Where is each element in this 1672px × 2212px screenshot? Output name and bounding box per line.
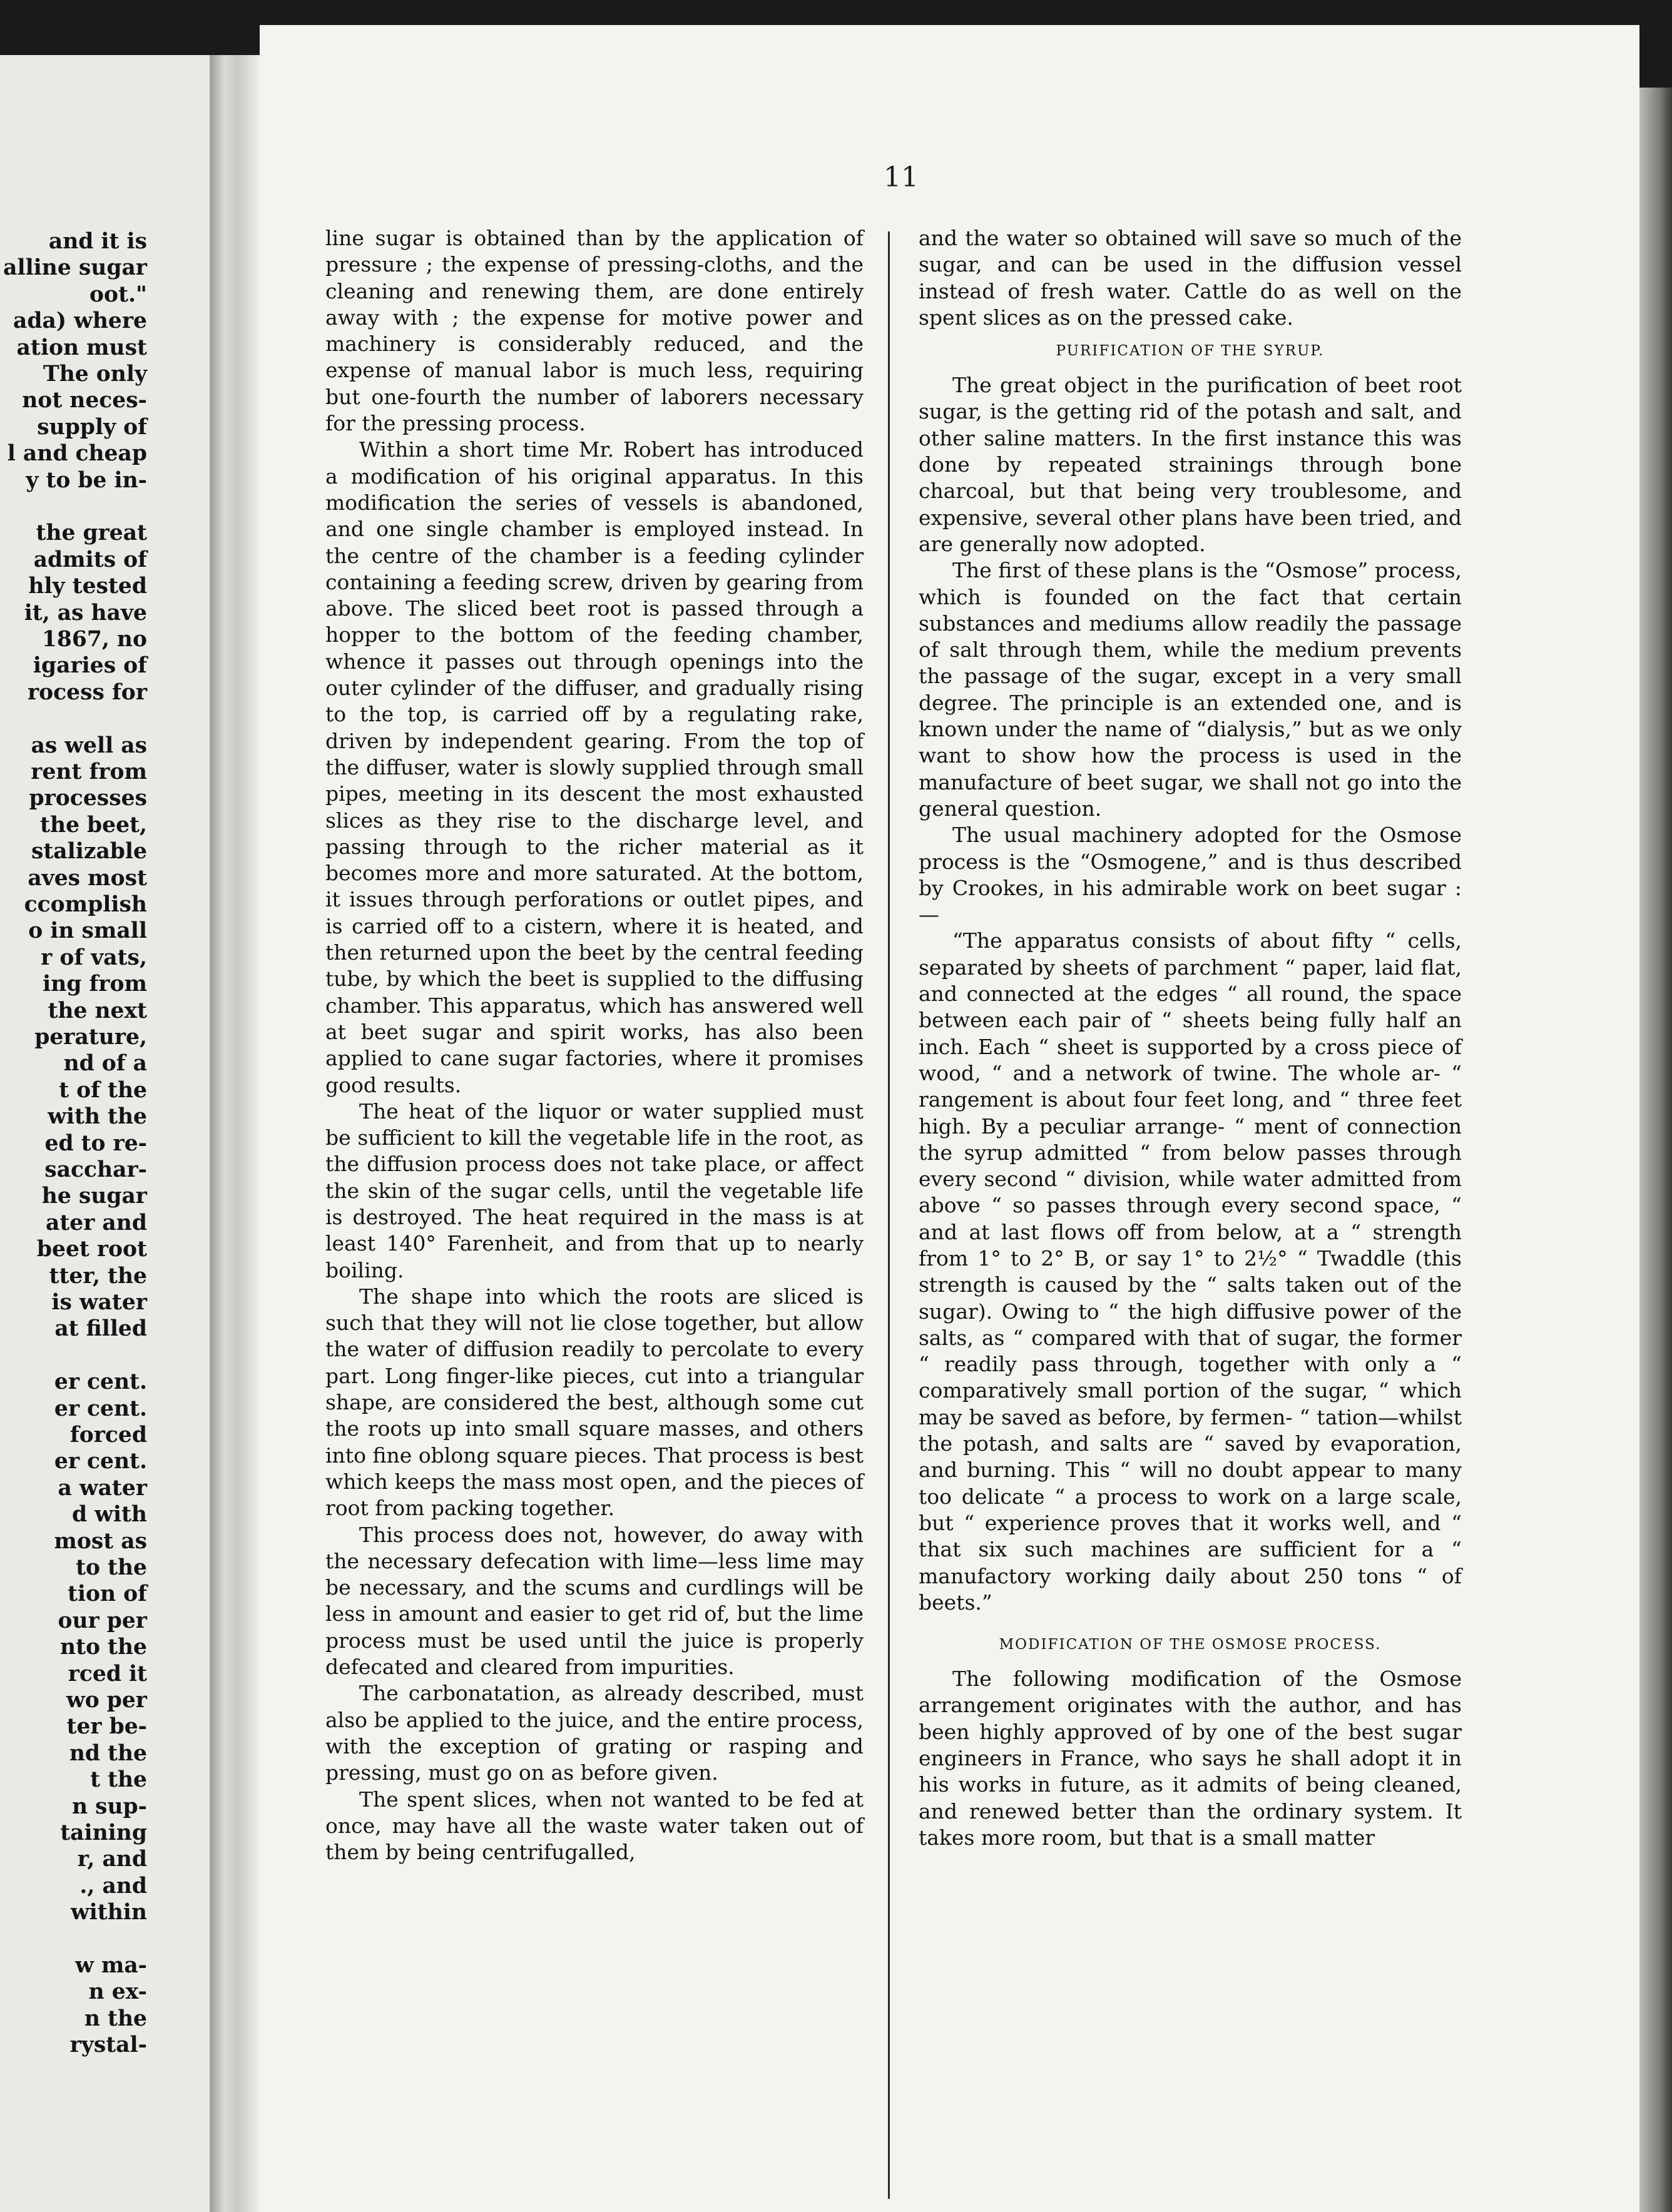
left-page-line: and it is [48, 229, 147, 254]
paragraph: The great object in the purification of beet root sugar, is the getting rid of the potash and salt, and other saline matters. In the first instance this was done by repeated strainings through bone charcoal, but that being very troublesome, and expensive, several other plans have been tried, and are generally now adopted. [919, 373, 1462, 556]
block-quote [919, 928, 1462, 1616]
left-page-line: er cent. [54, 1396, 147, 1421]
left-page-fragment [0, 55, 210, 2212]
left-page-line: l and cheap [7, 441, 147, 467]
left-page-line: n sup- [71, 1793, 147, 1819]
left-page-line: rent from [31, 759, 147, 784]
left-page-line: tion of [68, 1581, 147, 1607]
left-page-line: r of vats, [41, 945, 147, 970]
left-page-line: nd the [69, 1740, 147, 1766]
column-divider [888, 231, 890, 2199]
paragraph-final: The following modification of the Osmose arrangement originates with the author, and has been highly approved of by one of the best sugar engineers in France, who says he shall adopt it in his works in future, as it admits of being cleaned, and renewed better than the ordinary system. It takes more room, but that is a small matter [919, 1667, 1462, 1850]
left-page-line: the next [48, 998, 147, 1023]
section-heading-modification: MODIFICATION OF THE OSMOSE PROCESS. [999, 1636, 1382, 1653]
text-column-right [919, 225, 1462, 1851]
left-page-line: y to be in- [26, 467, 147, 493]
left-page-line: admits of [33, 547, 147, 572]
left-page-line: ada) where [13, 308, 147, 334]
left-page-line: er cent. [54, 1369, 147, 1395]
paragraph: The first of these plans is the “Osmose” process, which is founded on the fact that certain substances and mediums allow readily the passage of salt through them, while the medium prevents the passage of the sugar, except in a very small degree. The principle is an extended one, and is known under the name of “dialysis,” but as we only want to show how the process is used in the manufacture of beet sugar, we shall not go into the general question. [919, 558, 1462, 821]
left-page-line: ing from [43, 972, 147, 997]
left-page-line: processes [29, 786, 147, 811]
left-page-line: ccomplish [24, 892, 147, 917]
left-page-line: rystal- [69, 2032, 147, 2058]
paragraph-group [919, 372, 1462, 928]
left-page-line: t of the [59, 1077, 147, 1103]
book-gutter [210, 55, 260, 2212]
paragraph: The shape into which the roots are sliced is such that they will not lie close together, but allow the water of diffusion readily to percolate to every part. Long finger-like pieces, cut into a triangular shape, are considered the best, although some cut the roots up into small square masses, and others into fine oblong square pieces. That process is best which keeps the mass most open, and the pieces of root from packing together. [325, 1284, 864, 1521]
left-page-line: er cent. [54, 1449, 147, 1474]
left-page-line: hly tested [28, 574, 147, 599]
left-page-line: with the [48, 1104, 147, 1130]
left-page-line: ation must [16, 335, 147, 360]
left-page-line: the beet, [40, 812, 147, 838]
left-page-line: nto the [59, 1635, 147, 1660]
paragraph: The usual machinery adopted for the Osmose process is the “Osmogene,” and is thus described by Crookes, in his admirable work on beet sugar :— [919, 823, 1462, 927]
left-page-line: The only [43, 362, 147, 387]
left-page-line: to the [76, 1555, 147, 1580]
left-page-line: n ex- [88, 1979, 147, 2005]
left-page-line: r, and [77, 1847, 147, 1872]
left-page-line: nd of a [63, 1051, 147, 1077]
left-page-line: oot." [89, 282, 147, 307]
left-page-line: as well as [31, 733, 147, 758]
left-page-line: tter, the [49, 1263, 147, 1289]
left-page-line: forced [69, 1423, 147, 1448]
left-page-line: d with [72, 1502, 147, 1528]
left-page-line: ter be- [66, 1714, 147, 1740]
left-page-line: within [70, 1900, 147, 1925]
left-page-line: 1867, no [41, 627, 147, 652]
section-heading-purification: PURIFICATION OF THE SYRUP. [1056, 343, 1325, 360]
text-column-left [325, 225, 864, 1865]
left-page-line: beet root [36, 1237, 147, 1262]
paragraph: The carbonatation, as already described, must also be applied to the juice, and the entire process, with the exception of grating or rasping and pressing, must go on as before given. [325, 1681, 864, 1785]
left-page-line: t the [90, 1767, 147, 1793]
left-page-line: rced it [68, 1661, 147, 1687]
left-page-line: n the [84, 2006, 147, 2031]
left-page-line: at filled [54, 1316, 147, 1342]
left-page-line: a water [58, 1475, 147, 1501]
left-page-line: aves most [28, 865, 147, 891]
left-page-line: taining [60, 1820, 147, 1845]
left-page-line: igaries of [33, 653, 147, 679]
left-page-line: is water [51, 1290, 147, 1315]
page-edge [1639, 88, 1672, 2212]
paragraph: line sugar is obtained than by the application of pressure ; the expense of pressing-cloths, and the cleaning and renewing them, are done entirely away with ; the expense for motive power and machinery is considerably reduced, and the expense of manual labor is much less, requiring but one-fourth the number of laborers necessary for the pressing process. [325, 226, 864, 436]
paragraph-continuation: and the water so obtained will save so much of the sugar, and can be used in the diffusion vessel instead of fresh water. Cattle do as well on the spent slices as on the pressed cake. [919, 226, 1462, 330]
left-page-line: w ma- [75, 1953, 147, 1978]
left-page-line: supply of [37, 414, 147, 440]
left-page-line: alline sugar [3, 255, 147, 281]
left-page-line: our per [58, 1608, 147, 1633]
left-page-line: perature, [34, 1025, 147, 1050]
paragraph: The heat of the liquor or water supplied must be sufficient to kill the vegetable life in the root, as the diffusion process does not take place, or affect the skin of the sugar cells, until the vegetable life is destroyed. The heat required in the mass is at least 140° Farenheit, and from that up to nearly boiling. [325, 1098, 864, 1282]
left-page-line: wo per [66, 1688, 147, 1713]
left-page-line: he sugar [41, 1184, 147, 1209]
left-page-line: rocess for [27, 679, 147, 705]
paragraph: This process does not, however, do away with the necessary defecation with lime—less lime may be necessary, and the scums and curdlings will be less in amount and easier to get rid of, but the lime process must be used until the juice is properly defecated and cleared from impurities. [325, 1522, 864, 1680]
quote-paragraph: “The apparatus consists of about fifty “ cells, separated by sheets of parchment “ paper, laid flat, and connected at the edges “ all round, the space between each pair of “ sheets being fully half an inch. Each “ sheet is supported by a cross piece of wood, “ and a network of twine. The whole ar- “ rangement is about four feet long, and “ three feet high. By a peculiar arrange- “ ment of connection the syrup admitted “ from below passes through every second “ division, while water admitted from above “ so passes through every second space, “ and at last flows off from below, at a “ strength from 1° to 2° B, or say 1° to 2½° “ Twaddle (this strength is caused by the “ salts taken out of the sugar). Owing to “ the high diffusive power of the salts, as “ compared with that of sugar, the former “ readily pass through, together with only a “ comparatively small portion of the sugar, “ which may be saved as before, by fermen- “ tation—whilst the potash, and salts are “ saved by evaporation, and burning. This “ will no doubt appear to many too delicate “ a process to work on a large scale, but “ experience proves that it works well, and “ that six such machines are sufficient for a “ manufactory working daily about 250 tons “ of beets.” [919, 928, 1462, 1615]
left-page-line: the great [36, 520, 147, 546]
paragraph: Within a short time Mr. Robert has introduced a modification of his original apparatus. In this modification the series of vessels is abandoned, and one single chamber is employed instead. In the centre of the chamber is a feeding cylinder containing a feeding screw, driven by gearing from above. The sliced beet root is passed through a hopper to the bottom of the feeding chamber, whence it passes out through openings into the outer cylinder of the diffuser, and gradually rising to the top, is carried off by a regulating rake, driven by independent gearing. From the top of the diffuser, water is slowly supplied through small pipes, meeting in its descent the most exhausted slices as they rise to the discharge level, and passing through to the richer material as it becomes more and more saturated. At the bottom, it issues through perforations or outlet pipes, and is carried off to a cistern, where it is heated, and then returned upon the beet by the central feeding tube, by which the beet is supplied to the diffusing chamber. This apparatus, which has answered well at beet sugar and spirit works, has also been applied to cane sugar factories, where it promises good results. [325, 437, 864, 1097]
left-page-line: sacchar- [44, 1157, 147, 1182]
left-page-line: ., and [79, 1873, 147, 1899]
left-page-line: most as [54, 1528, 147, 1554]
left-page-line: ed to re- [44, 1130, 147, 1156]
paragraph: The spent slices, when not wanted to be fed at once, may have all the waste water taken out of them by being centrifugalled, [325, 1787, 864, 1865]
left-page-line: o in small [28, 918, 147, 944]
page-number: 11 [884, 161, 919, 193]
left-page-line: it, as have [24, 600, 147, 626]
left-page-line: stalizable [31, 839, 147, 865]
left-page-line: not neces- [22, 388, 147, 413]
left-page-line: ater and [46, 1210, 147, 1235]
